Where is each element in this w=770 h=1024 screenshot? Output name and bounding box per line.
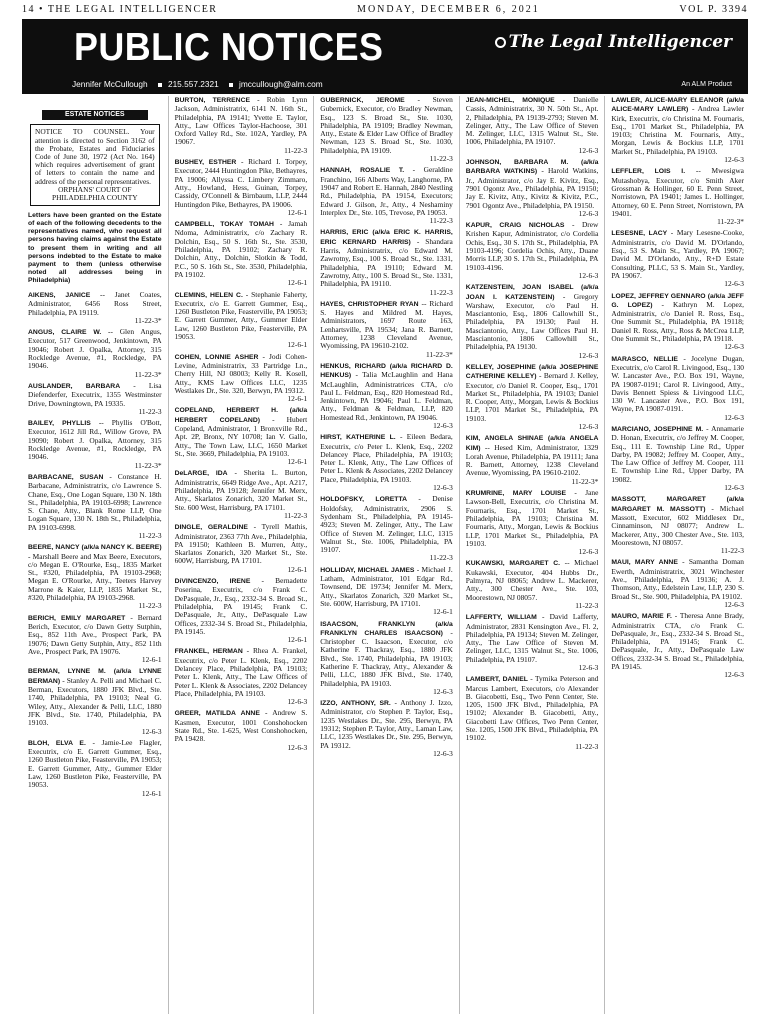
estate-notice-entry <box>28 328 162 379</box>
notice-body: - Tyrell Mathis, Administrator, 2363 77th Ave., Philadelphia, PA 19150; Kathleen B. Murren, Atty., Skarlatos Zonarich, 320 Market St., Ste. 600W, Harrisburg, PA 17101. <box>174 522 308 566</box>
run-dates-code: 12-6-1 <box>287 207 308 217</box>
notice-body: -- Glen Angus, Executor, 517 Greenwood, Jenkintown, PA 19046; Robert J. Opalka, Attorney, 315 Rockledge Avenue, #1, Rockledge, PA 19046. <box>28 327 162 371</box>
notice-body: - Michael Massott, Executor, 602 Middlesex Dr., Cinnaminson, NJ 08077; Andrew L. Mackerer, Atty., 300 Chester Ave., Ste. 103, Moorestown, NJ 08057. <box>611 503 744 547</box>
contact-info <box>72 79 331 89</box>
notice-body: - Jocelyne Dugan, Executrix, c/o Carol R. Livingood, Esq., 130 W. Lancaster Ave., P.O. Box 191, Wayne, PA 19087-0191; Carol R. Livingood, Atty., Davis Bennett Spiess & Livingood LLC, 130 W. Lancaster Ave., P.O. Box 191, Wayne, PA 19087-0191. <box>611 353 744 414</box>
notice-body: - Stanley A. Pelli and Michael C. Berman, Executors, 1880 JFK Blvd., Ste. 1740, Philadelphia, PA 19103; Neal G. Wiley, Atty., Alexander & Pelli, LLC, 1880 JFK Blvd., Ste. 1740, Philadelphia, PA 19103. <box>28 675 162 728</box>
decedent-name: KIM, ANGELA SHINAE (a/k/a ANGELA KIM) <box>465 435 599 452</box>
contact-phone: 215.557.2321 <box>167 79 219 89</box>
notice-body: -- Phyllis O'Bott, Executor, 1612 Jill Rd., Willow Grove, PA 19090; Robert J. Opalka, Attorney, 315 Rockledge Avenue, #1, Rockledge, PA 19046. <box>28 418 162 462</box>
estate-notice-entry <box>320 300 453 359</box>
decedent-name: HANNAH, ROSALIE T. <box>320 167 405 175</box>
estate-notice-entry <box>320 433 453 492</box>
estate-notice-entry <box>466 489 599 556</box>
estate-notice-entry <box>28 543 162 610</box>
estate-notice-entry <box>28 739 162 798</box>
column-5 <box>604 96 750 1014</box>
run-dates-code: 12-6-3 <box>578 421 599 431</box>
run-dates-code: 11-22-3* <box>134 369 162 379</box>
public-notices-banner <box>22 19 748 94</box>
notice-body: -- Mwesigwa Mutashobya, Executor, c/o Smith Aker Grossman & Hollinger, 60 E. Penn Street, Norristown, PA 19401; James L. Hollinger, Attorney, 60 E. Penn Street, Norristown, PA 19401. <box>611 166 744 218</box>
estate-notice-entry <box>466 434 599 486</box>
notice-body: - Anthony J. Izzo, Administrator, c/o Stephen P. Taylor, Esq., 1235 Westlakes Dr., Ste. 295, Berwyn, PA 19312; Stephen P. Taylor, Atty., Laman Law, LLC, 1235 Westlakes Dr., Ste. 295, Berwyn, PA 19312. <box>320 698 453 750</box>
decedent-name: DINGLE, GERALDINE <box>174 524 248 532</box>
notice-body: - Jamah Ndoma, Administratrix, c/o Zachary R. Dolchin, Esq., 50 S. 16th St., Ste. 3530, Philadelphia, PA 19102; Zachary R. Dolchin, Atty., Dolchin, Slotkin & Todd, P.C., 50 S. 16th St., Ste. 3530, Philadelphia, PA 19102. <box>174 219 308 279</box>
run-dates-code: 12-6-3 <box>287 742 308 752</box>
run-dates-code: 12-6-3 <box>578 350 599 360</box>
estate-entries-list <box>28 291 162 798</box>
notice-body: - Andrea Lawler Kirk, Executrix, c/o Christina M. Fournaris, Esq., 1701 Market St., Philadelphia, PA 19103; Christina M. Fournaris, Atty., Morgan, Lewis & Bockius LLP, 1701 Market St., Philadelphia, PA 19103. <box>611 104 744 156</box>
decedent-name: MASSOTT, MARGARET (a/k/a MARGARET M. MASSOTT) <box>611 496 744 513</box>
estate-notice-entry <box>320 166 453 225</box>
estate-notice-entry <box>466 283 599 360</box>
decedent-name: BERMAN, LYNNE M. (a/k/a LYNNE BERMAN) <box>28 668 162 685</box>
estate-notice-entry <box>175 158 308 217</box>
estate-notice-entry <box>611 612 744 679</box>
decedent-name: LAMBERT, DANIEL <box>465 676 528 684</box>
run-dates-code: 11-22-3 <box>575 741 599 751</box>
run-dates-code: 12-6-1 <box>141 655 162 665</box>
run-dates-code: 12-6-3 <box>433 748 453 758</box>
decedent-name: KUKAWSKI, MARGARET C. <box>465 560 561 568</box>
estate-notice-entry <box>28 473 162 540</box>
notice-body: - Harold Watkins, Jr., Administrator, c/o Jay E. Kivitz, Esq., 7901 Ogontz Ave., Philadelphia, PA 19150; Jay E. Kivitz, Atty., Kivitz & Kivitz, P.C., 7901 Ogontz Ave., Philadelphia, PA 19150. <box>465 166 599 210</box>
run-dates-code: 12-6-3 <box>578 663 599 672</box>
notice-body: - Michael J. Latham, Administrator, 101 Edgar Rd., Townsend, DE 19734; Jennifer M. Merx, Atty., Skarlatos Zonarich, 320 Market St., Ste. 600W, Harrisburg, PA 17101. <box>320 564 453 608</box>
estate-notice-entry <box>28 382 162 416</box>
run-dates-code: 12-6-3 <box>724 483 744 493</box>
decedent-name: KRUMRINE, MARY LOUISE <box>465 490 567 498</box>
decedent-name: KELLEY, JOSEPHINE (a/k/a JOSEPHINE CATHERINE KELLEY) <box>465 363 599 381</box>
decedent-name: AIKENS, JANICE <box>28 291 91 299</box>
decedent-name: HENKUS, RICHARD (a/k/a RICHARD D. HENKUS) <box>320 362 453 380</box>
decedent-name: MAURO, MARIE F. <box>611 613 672 621</box>
letters-granted-intro: Letters have been granted on the Estate of each of the following decedents to the representatives named, who request all persons having claims against the Estate to present them in writing and all persons indebted to the Estate to make payment to them (unless otherwise noted all addresses being in Philadelphia) <box>28 212 162 284</box>
decedent-name: AUSLANDER, BARBARA <box>28 382 121 390</box>
decedent-name: HARRIS, ERIC (a/k/a ERIC K. HARRIS, ERIC KERNARD HARRIS) <box>320 229 453 246</box>
notice-body: - Andrew S. Kasmen, Executor, 1001 Conshohocken State Rd., Ste. 1-625, West Conshohocken, PA 19428. <box>174 708 308 744</box>
notice-body: - Kathryn M. Lopez, Administratrix, c/o Daniel R. Ross, Esq., One Summit St., Philadelphia, PA 19118; Daniel R. Ross, Atty., Ross & McCrea LLP, One Summit St., Philadelphia, PA 19118. <box>611 299 744 344</box>
decedent-name: ANGUS, CLAIRE W. <box>28 329 102 337</box>
estate-notice-entry <box>175 353 308 404</box>
estate-notice-entry <box>611 96 744 164</box>
decedent-name: MARCIANO, JOSEPHINE M. <box>611 425 704 433</box>
estate-notice-entry <box>611 167 744 226</box>
issue-date: MONDAY, DECEMBER 6, 2021 <box>357 3 540 15</box>
estate-notice-entry <box>611 292 744 352</box>
run-dates-code: 11-22-3 <box>575 600 599 610</box>
decedent-name: IZZO, ANTHONY, SR. <box>320 700 391 708</box>
decedent-name: GUBERNICK, JEROME <box>320 97 405 104</box>
run-dates-code: 12-6-3 <box>724 670 744 680</box>
estate-notice-entry <box>320 362 453 430</box>
column-1 <box>22 96 168 1014</box>
estate-notice-entry <box>175 220 308 287</box>
decedent-name: HAYES, CHRISTOPHER RYAN <box>320 300 419 308</box>
decedent-name: GREER, MATILDA ANNE <box>174 710 260 718</box>
estate-notice-entry <box>175 647 308 706</box>
estate-notice-entry <box>320 620 453 697</box>
notice-body: - Bernard J. Kelley, Executor, c/o Daniel R. Cooper, Esq., 1701 Market St., Philadelphia, PA 19103; Daniel R. Cooper, Atty., Morgan, Lewis & Bockius LLP, 1701 Market St., Philadelphia, PA 19103. <box>465 371 599 423</box>
notice-body: - Bernard Berich, Executor, c/o Dawn Getty Sutphin, Esq., 852 11th Ave., Prospect Park, PA 19076; Dawn Getty Sutphin, Atty., 852 11th Ave., Prospect Park, PA 19076. <box>28 612 162 656</box>
notice-body: - Sherita L. Burton, Administratrix, 6649 Ridge Ave., Apt. A217, Philadelphia, PA 19128; Jennifer M. Merx, Atty., Skarlatos Zonarich, 320 Market St., Ste. 600 West, Harrisburg, PA 17101. <box>174 468 308 512</box>
estate-notice-entry <box>611 355 744 422</box>
bullet-icon <box>229 83 233 87</box>
notice-body: - Annamarie D. Honan, Executrix, c/o Jeffrey M. Cooper, Esq., 111 E. Township Line Rd., Upper Darby, PA 19082; Jeffrey M. Cooper, Atty., The Law Office of Jeffrey M. Cooper, 111 E. Township Line Rd., Upper Darby, PA 19082. <box>611 423 744 484</box>
run-dates-code: 12-6-3 <box>724 599 744 609</box>
run-dates-code: 12-6-3 <box>433 686 453 696</box>
run-dates-code: 12-6-1 <box>287 278 308 288</box>
estate-notice-entry <box>320 96 453 163</box>
estate-entries-list <box>320 96 453 758</box>
notice-body: - Jamie-Lee Flagler, Executrix, c/o E. Garrett Gummer, Esq., 1260 Bustleton Pike, Feasterville, PA 19053; E. Garrett Gummer, Atty., Gummer Elder Law, 1260 Bustleton Pike, Feasterville, PA 19053. <box>28 737 162 790</box>
volume-page: VOL P. 3394 <box>679 3 748 15</box>
notice-body: - Gregory Warshaw, Executor, c/o Paul H. Masciantonio, Esq., 1806 Callowhill St., Philadelphia, PA 19130; Paul H. Masciantonio, Atty., Law Offices Paul H. Masciantonio, 1806 Callowhill St., Philadelphia, PA 19130. <box>465 291 599 352</box>
notice-body: - Richard I. Torpey, Executor, 2444 Huntingdon Pike, Bethayres, PA 19006; Allyssa C. Limbery Zimmaro, Atty., Howland, Hess, Guinan, Torpey, Cassidy, O'Connell & Birnbaum, LLP, 2444 Huntingdon Pike, Bethayres, PA 19006. <box>174 157 308 209</box>
decedent-name: LAFFERTY, WILLIAM <box>465 614 537 622</box>
run-dates-code: 11-22-3 <box>429 154 453 164</box>
run-dates-code: 12-6-1 <box>287 635 308 645</box>
decedent-name: MAUI, MARY ANNE <box>611 559 678 567</box>
estate-notice-entry <box>320 699 453 758</box>
run-dates-code: 12-6-1 <box>287 564 308 574</box>
estate-notice-entry <box>28 614 162 665</box>
run-dates-code: 11-22-3* <box>134 460 162 470</box>
notice-body: - Eileen Bedara, Executrix, c/o Peter L. Klenk, Esq., 2202 Delancey Place, Philadelphia, PA 19103; Peter L. Klenk, Atty., The Law Offices of Peter L. Klenk & Associates, 2202 Delancey Place, Philadelphia, PA 19103. <box>320 432 453 484</box>
decedent-name: LEFFLER, LOIS I. <box>611 168 686 176</box>
run-dates-code: 11-22-3 <box>429 553 453 563</box>
publication-logo <box>495 32 732 52</box>
decedent-name: LESESNE, LACY <box>611 230 668 238</box>
decedent-name: JOHNSON, BARBARA M. (a/k/a BARBARA WATKINS) <box>465 159 599 176</box>
run-dates-code: 12-6-1 <box>433 607 453 617</box>
decedent-name: BARBACANE, SUSAN <box>28 473 104 481</box>
run-dates-code: 12-6-1 <box>141 788 162 798</box>
run-dates-code: 11-22-3 <box>138 530 162 540</box>
notice-body: - Hubert Copeland, Administrator, 1 Bronxville Rd., Apt. 2P, Bronx, NY 10708; Ian V. Gallo, Atty., The Town Law, LLC, 1650 Market St., Ste. 3669, Philadelphia, PA 19103. <box>174 414 308 458</box>
notice-body: - Rhea A. Frankel, Executrix, c/o Peter L. Klenk, Esq., 2202 Delancey Place, Philadelphia, PA 19103; Peter L. Klenk, Atty., The Law Offices of Peter L. Klenk & Associates, 2202 Delancey Place, Philadelphia, PA 19103. <box>174 646 308 698</box>
run-dates-code: 12-6-3 <box>433 420 453 430</box>
notice-body: - Mary Lesesne-Cooke, Administratrix, c/o David M. D'Orlando, Esq., 53 S. Main St., Yardley, PA 19067; David M. D'Orlando, Atty., R+D Estate Consulting, PLLC, 53 S. Main St., Yardley, PA 19067. <box>611 228 744 280</box>
decedent-name: MARASCO, NELLIE <box>611 355 678 363</box>
decedent-name: COPELAND, HERBERT H. (a/k/a HERBERT COPELAND) <box>174 407 308 424</box>
decedent-name: HOLDOFSKY, LORETTA <box>320 496 408 504</box>
notice-body: - Jane Lawson-Bell, Executrix, c/o Christina M. Fournaris, Esq., 1701 Market St., Philadelphia, PA 19103; Christina M. Fournaris, Atty., Morgan, Lewis & Bockius LLP, 1701 Market St., Philadelphia, PA 19103. <box>465 488 599 548</box>
decedent-name: DiVINCENZO, IRENE <box>174 578 251 586</box>
estate-notice-entry <box>175 523 308 574</box>
notice-body: - David Lafferty, Administrator, 2831 Kensington Ave., Fl. 2, Philadelphia, PA 19134; Steven M. Zelinger, Atty., The Law Office of Steven M. Zelinger, LLC, 1315 Walnut St., Ste. 1006, Philadelphia, PA 19107. <box>465 612 599 664</box>
estate-notice-entry <box>320 495 453 562</box>
run-dates-code: 12-6-3 <box>724 279 744 289</box>
run-dates-code: 11-22-3 <box>284 145 308 155</box>
run-dates-code: 11-22-3 <box>284 510 308 520</box>
estate-notice-entry <box>466 559 599 610</box>
decedent-name: LAWLER, ALICE-MARY ELEANOR (a/k/a ALICE-MARY LAWLER) <box>611 97 744 114</box>
notice-to-counsel-text: NOTICE TO COUNSEL. Your attention is directed to Section 3162 of the Probate, Estates and Fiduciaries Code of June 30, 1972 (Act No. 164) which requires advertisement of grant of letters to contain the name and address of the personal representatives. <box>35 127 155 186</box>
decedent-name: BURTON, TERRENCE <box>174 97 251 104</box>
notice-body: - Theresa Anne Brady, Administratrix CTA, c/o Frank C. DePasquale, Jr., Esq., 2332-34 S. Broad St., Philadelphia, PA 19145; Frank C. DePasquale, Jr., Atty., DePasquale Law Offices, 2332-34 S. Broad St., Philadelphia, PA 19145. <box>611 611 744 671</box>
decedent-name: JEAN-MICHEL, MONIQUE <box>465 97 555 104</box>
notice-body: - Shandara Harris, Administratrix, c/o Edward M. Zawrotny, Esq., 100 S. Broad St., Ste. 1331, Philadelphia, PA 19110; Edward M. Zawrotny, Atty., 100 S. Broad St., Ste. 1331, Philadelphia, PA 19110. <box>320 236 453 289</box>
decedent-name: BAILEY, PHYLLIS <box>28 420 91 428</box>
estate-notice-entry <box>320 566 453 617</box>
notice-body: -- Richard S. Hayes and Mildred M. Hayes, Administrators, 1697 Route 163, Lenhartsville, PA 19534; Jana R. Barnett, Attorney, 1238 Cleveland Avenue, Wyomissing, PA 19610-2102. <box>320 298 453 351</box>
estate-notice-entry <box>175 577 308 644</box>
decedent-name: BERICH, EMILY MARGARET <box>28 614 126 622</box>
decedent-name: CAMPBELL, TOKAY TOMAH <box>174 221 274 229</box>
run-dates-code: 12-6-3 <box>578 145 599 155</box>
column-4 <box>459 96 605 1014</box>
decedent-name: COHEN, LONNIE ASHER <box>174 353 259 361</box>
notice-body: - Lisa Diefenderfer, Executrix, 1355 Westminster Drive, Downingtown, PA 19335. <box>28 380 162 408</box>
estate-notice-entry <box>466 221 599 280</box>
estate-notice-entry <box>466 96 599 155</box>
estate-notice-entry <box>466 613 599 672</box>
notice-body: -- Hesed Kim, Administrator, 1329 Lorah Avenue, Philadelphia, PA 19111; Jana R. Barnett, Attorney, 1238 Cleveland Avenue, Wyomissing, PA 19610-2102. <box>465 442 599 478</box>
notice-body: - Constance H. Barbacane, Administratrix, c/o Lawrence S. Chane, Esq., One Logan Square, 130 N. 18th St., Philadelphia, PA 19103-6998; Lawrence S. Chane, Atty., Blank Rome LLP, One Logan Square, 130 N. 18th St., Philadelphia, PA 19103-6998. <box>28 471 162 532</box>
run-dates-code: 11-22-3 <box>138 406 162 416</box>
run-dates-code: 11-22-3 <box>429 216 453 226</box>
product-tag: An ALM Product <box>681 81 732 88</box>
estate-notice-entry <box>320 228 453 296</box>
column-3 <box>313 96 459 1014</box>
notice-body: - Danielle Cassis, Administratrix, 30 N. 50th St., Apt. 2, Philadelphia, PA 19139-2793; Steven M. Zelinger, Atty., The Law Office of Steven M. Zelinger, LLC, 1315 Walnut St., Ste. 1006, Philadelphia, PA 19107. <box>465 96 599 147</box>
estate-notice-entry <box>28 291 162 325</box>
estate-entries-list <box>466 96 599 751</box>
run-dates-code: 12-6-3 <box>724 412 744 422</box>
run-dates-code: 12-6-3 <box>433 483 453 493</box>
notice-body: - Geraldine Franchino, 166 Alberts Way, Langhorne, PA 19047 and Robert E. Hannah, 2840 Nestling Rd., Philadelphia, PA 19154, Executors; Edward J. Gilson, Jr., Atty., 4 Neshaminy Interplex Dr., Ste. 105, Trevose, PA 19053. <box>320 165 453 217</box>
notice-body: - Tymika Peterson and Marcus Lambert, Executors, c/o Alexander B. Giacobetti, Esq., Two Penn Center, Ste. 1205, 1500 JFK Blvd., Philadelphia, PA 19102; Alexander B. Giacobetti, Atty., Giacobetti Law Offices, Two Penn Center, Ste. 1205, 1500 JFK Blvd., Philadelphia, PA 19102. <box>465 674 599 743</box>
run-dates-code: 12-6-3 <box>141 726 162 736</box>
notice-body: - Talia McLaughlin and Hana McLaughlin, Administratrices CTA, c/o Paul L. Feldman, Esq., 820 Homestead Rd., Jenkintown, PA 19046; Paul L. Feldman, Atty., Feldman & Feldman, LLP, 820 Homestead Rd., Jenkintown, PA 19046. <box>320 370 453 422</box>
section-title: PUBLIC NOTICES <box>74 26 384 69</box>
estate-notice-entry <box>28 419 162 470</box>
notice-body: - Stephanie Faherty, Executrix, c/o E. Garrett Gummer, Esq., 1260 Bustleton Pike, Feasterville, PA 19053; E. Garrett Gummer, Atty., Gummer Elder Law, 1260 Bustleton Pike, Feasterville, PA 19053. <box>174 289 308 342</box>
estate-notice-entry <box>175 709 308 751</box>
decedent-name: ISAACSON, FRANKLYN (a/k/a FRANKLYN CHARLES ISAACSON) <box>320 620 453 637</box>
decedent-name: LOPEZ, JEFFREY GENNARO (a/k/a JEFF G. LOPEZ) <box>611 292 744 309</box>
run-dates-code: 12-6-1 <box>287 457 308 467</box>
run-dates-code: 12-6-1 <box>287 394 308 404</box>
run-dates-code: 11-22-3 <box>138 601 162 611</box>
notice-body: - Steven Gubernick, Executor, c/o Bradley Newman, Esq., 123 S. Broad St., Ste. 1030, Philadelphia, PA 19109; Bradley Newman, Atty., Estate & Elder Law Office of Bradley Newman, 123 S. Broad St., Ste. 1030, Philadelphia, PA 19109. <box>320 96 453 155</box>
estate-notice-entry <box>611 425 744 492</box>
estate-entries-list <box>175 96 308 752</box>
estate-notice-entry <box>175 469 308 520</box>
run-dates-code: 11-22-3* <box>425 349 453 359</box>
page-number-publication: 14 • THE LEGAL INTELLIGENCER <box>22 3 218 15</box>
decedent-name: KAPUR, CRAIG NICHOLAS <box>465 222 565 230</box>
notice-body: - Samantha Doman Ewerth, Administratrix, 3021 Winchester Ave., Philadelphia, PA 19136; A. J. Thomson, Atty., Edelstein Law, LLP, 230 S. Broad St., Ste. 900, Philadelphia, PA 19102. <box>611 557 744 601</box>
estate-notice-entry <box>175 291 308 350</box>
decedent-name: HIRST, KATHERINE L. <box>320 434 396 442</box>
estate-notice-entry <box>611 495 744 555</box>
run-dates-code: 11-22-3 <box>429 287 453 297</box>
estate-notice-entry <box>28 667 162 735</box>
estate-notice-entry <box>466 363 599 431</box>
decedent-name: DeLARGE, IDA <box>174 470 228 478</box>
run-dates-code: 12-6-3 <box>287 697 308 707</box>
page-header <box>22 2 748 16</box>
publication-name: The Legal Intelligencer <box>508 32 732 52</box>
run-dates-code: 11-22-3* <box>717 217 744 227</box>
notice-to-counsel-box <box>30 124 160 206</box>
contact-name: Jennifer McCullough <box>72 79 148 89</box>
estate-notice-entry <box>466 158 599 218</box>
run-dates-code: 12-6-3 <box>724 342 744 352</box>
run-dates-code: 11-22-3 <box>720 546 744 556</box>
run-dates-code: 12-6-3 <box>578 270 599 280</box>
run-dates-code: 11-22-3* <box>571 476 599 486</box>
notice-body: - Jodi Cohen-Levine, Administratrix, 33 Partridge Ln., Cherry Hill, NJ 08003; Kelly R. Kosell, Atty., KMS Law Offices LLC, 1235 Westlakes Dr., Ste. 320, Berwyn, PA 19312. <box>174 351 308 395</box>
estate-entries-list <box>611 96 744 680</box>
estate-notice-entry <box>175 406 308 466</box>
run-dates-code: 12-6-3 <box>578 547 599 557</box>
run-dates-code: 12-6-1 <box>287 340 308 350</box>
notice-body: - Drew Krishen Kapur, Administrator, c/o Cordelia Ochis, Esq., 30 S. 17th St., Philadelphia, PA 19103-4196; Cordelia Ochis, Atty., Duane Morris LLP, 30 S. 17th St., Philadelphia, PA 19103-4196. <box>465 220 599 272</box>
estate-notice-entry <box>175 96 308 155</box>
decedent-name: CLEMINS, HELEN C. <box>174 291 243 299</box>
decedent-name: BUSHEY, ESTHER <box>174 159 237 167</box>
decedent-name: KATZENSTEIN, JOAN ISABEL (a/k/a JOAN I. KATZENSTEIN) <box>465 284 599 301</box>
bullet-icon <box>158 83 162 87</box>
estate-notice-entry <box>466 675 599 751</box>
notice-body: - Bernadette Poserina, Executrix, c/o Frank C. DePasquale, Jr., Esq., 2332-34 S. Broad St., Philadelphia, PA 19145; Frank C. DePasquale, Jr., Atty., DePasquale Law Offices, 2332-34 S. Broad St., Philadelphia, PA 19145. <box>174 576 308 636</box>
notice-body: -- Michael Kukawski, Executor, 404 Hubbs Dr., Palmyra, NJ 08065; Andrew L. Mackerer, Atty., 300 Chester Ave., Ste. 103, Moorestown, NJ 08057. <box>465 558 599 602</box>
section-heading-estate-notices: ESTATE NOTICES <box>42 110 148 120</box>
orphans-court-heading: ORPHANS' COURT OF PHILADELPHIA COUNTY <box>51 184 138 202</box>
estate-notice-entry <box>611 229 744 288</box>
decedent-name: HOLLIDAY, MICHAEL JAMES <box>320 566 415 574</box>
logo-mark-icon <box>495 37 506 48</box>
run-dates-code: 11-22-3* <box>134 315 162 325</box>
notices-columns <box>22 96 750 1014</box>
decedent-name: BLOH, ELVA E. <box>28 739 86 747</box>
notice-body: -- Janet Coates, Administrator, 6456 Ross Street, Philadelphia, PA 19119. <box>28 289 162 317</box>
decedent-name: FRANKEL, HERMAN <box>174 648 243 656</box>
notice-body: - Christopher C. Isaacson, Executor, c/o Katherine F. Thackray, Esq., 1880 JFK Blvd., Ste. 1740, Philadelphia, PA 19103; Katherine F. Thackray, Atty., Alexander & Pelli, LLC, 1880 JFK Blvd., Ste. 1740, Philadelphia, PA 19103. <box>320 627 453 688</box>
notice-body: - Robin Lynn Jackson, Administratrix, 6141 N. 16th St., Philadelphia, PA 19141; Yvette E. Taylor, Atty., Law Offices Taylor-Hachoose, 301 Oxford Valley Rd., Ste. 102A, Yardley, PA 19067. <box>174 96 308 147</box>
notice-body: - Denise Holdofsky, Administratrix, 2906 S. Sydenham St., Philadelphia, PA 19145-4923; Steven M. Zelinger, Atty., The Law Office of Steven M. Zelinger, LLC, 1315 Walnut St., Ste. 1006, Philadelphia, PA 19107. <box>320 494 453 555</box>
estate-notice-entry <box>611 558 744 609</box>
run-dates-code: 12-6-3 <box>724 155 744 165</box>
decedent-name: BEERE, NANCY (a/k/a NANCY K. BEERE) <box>28 544 162 552</box>
notice-body: - Marshall Beere and Max Beere, Executors, c/o Megan E. O'Rourke, Esq., 1835 Market St., #320, Philadelphia, PA 19103-2968; Megan E. O'Rourke, Atty., Teeters Harvey Marrone & Kaier, LLP, 1835 Market St., #320, Philadelphia, PA 19103-2968. <box>28 551 162 603</box>
run-dates-code: 12-6-3 <box>578 208 599 218</box>
contact-email: jmccullough@alm.com <box>239 79 323 89</box>
column-2 <box>168 96 314 1014</box>
